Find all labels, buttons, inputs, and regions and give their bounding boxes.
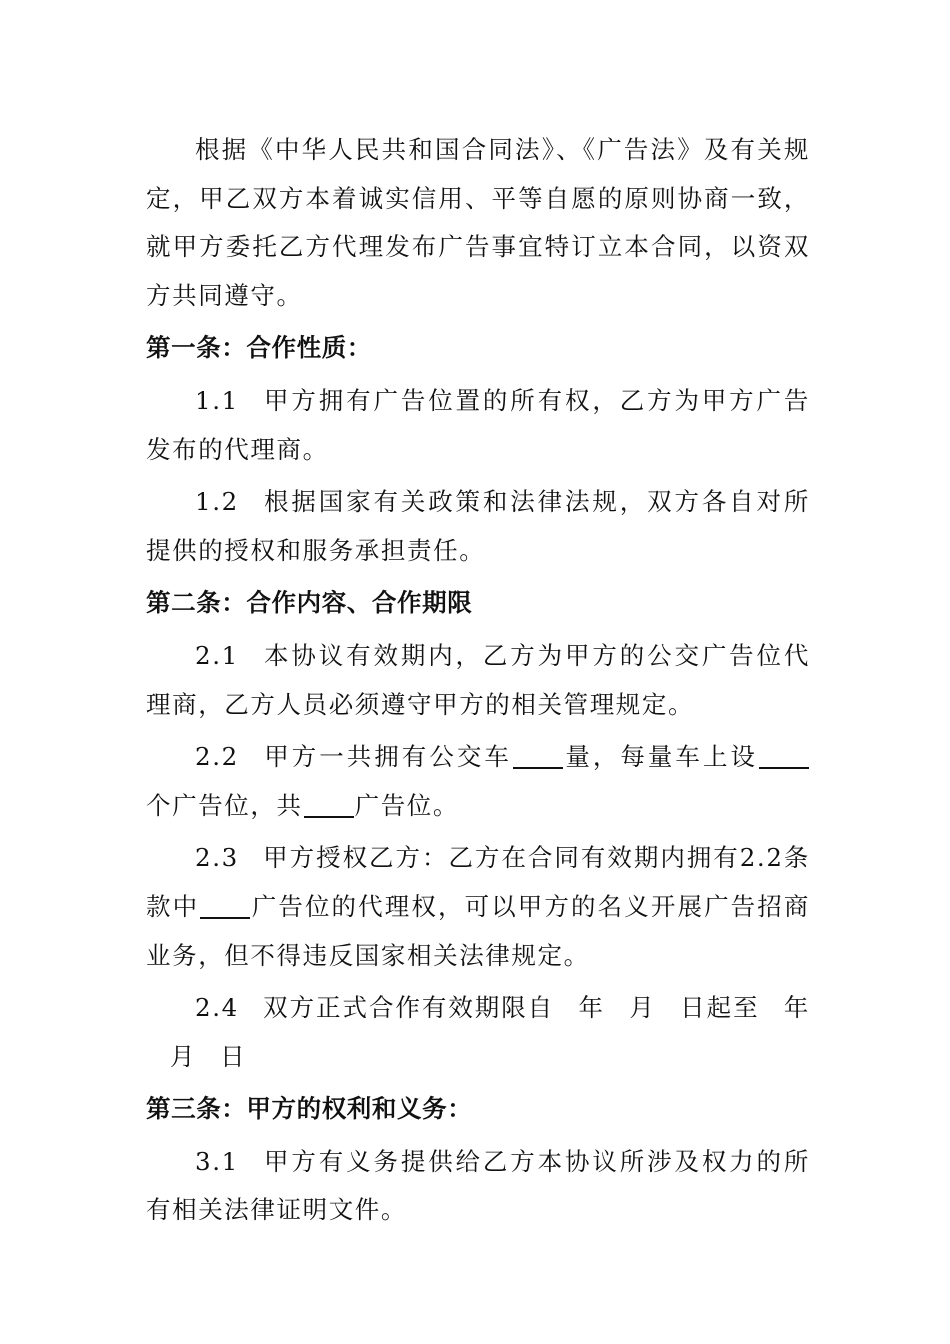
fill-in-blank [513, 741, 563, 769]
intro-paragraph: 根据《中华人民共和国合同法》、《广告法》及有关规定，甲乙双方本着诚实信用、平等自愿的原则协商一致，就甲方委托乙方代理发布广告事宜特订立本合同，以资双方共同遵守。 [146, 135, 810, 310]
clause-number: 1.2 [195, 487, 239, 517]
clause-text: 甲方一共拥有公交车 [262, 742, 512, 772]
clause-text: 甲方有义务提供给乙方本协议所涉及权力的所有相关法律证明文件。 [146, 1146, 810, 1225]
fill-in-blank [759, 741, 809, 769]
contract-body [146, 126, 810, 1235]
clause-3-1 [146, 1138, 810, 1235]
clause-text: 双方正式合作有效期限自 [262, 993, 555, 1023]
clause-text: 广告位。 [354, 790, 460, 820]
clause-text: 甲方拥有广告位置的所有权，乙方为甲方广告发布的代理商。 [146, 385, 810, 464]
clause-2-1 [146, 632, 810, 729]
article-2-heading: 第二条：合作内容、合作期限 [146, 588, 473, 618]
clause-1-2 [146, 478, 810, 575]
clause-number: 2.2 [195, 742, 239, 772]
date-year-label: 年 [578, 993, 605, 1023]
clause-number: 2.3 [195, 843, 239, 873]
date-month-label: 月 [170, 1041, 197, 1071]
article-3-heading: 第三条：甲方的权利和义务： [146, 1094, 473, 1124]
clause-number: 2.1 [195, 640, 239, 670]
clause-number: 3.1 [195, 1146, 239, 1176]
clause-number: 1.1 [195, 385, 239, 415]
date-year-label: 年 [783, 993, 811, 1023]
clause-text: 根据国家有关政策和法律法规，双方各自对所提供的授权和服务承担责任。 [146, 487, 810, 565]
clause-2-4 [146, 984, 810, 1081]
clause-number: 2.4 [195, 993, 239, 1023]
clause-1-1 [146, 377, 810, 474]
date-day-label: 日起至 [679, 993, 760, 1023]
clause-text: 个广告位，共 [146, 790, 303, 820]
clause-text: 本协议有效期内，乙方为甲方的公交广告位代理商，乙方人员必须遵守甲方的相关管理规定。 [146, 640, 810, 719]
clause-text: 广告位的代理权，可以甲方的名义开展广告招商业务，但不得违反国家相关法律规定。 [146, 891, 810, 970]
fill-in-blank [200, 891, 250, 919]
clause-text: 量，每量车上设 [563, 742, 758, 772]
date-day-label: 日 [220, 1041, 247, 1071]
clause-2-3 [146, 834, 810, 980]
date-month-label: 月 [628, 993, 656, 1023]
clause-text: 甲方授权乙方：乙方在合同有效期内拥有2.2条款中 [146, 843, 810, 921]
clause-2-2 [146, 733, 810, 830]
article-1-heading: 第一条：合作性质： [146, 333, 372, 363]
fill-in-blank [304, 790, 354, 818]
